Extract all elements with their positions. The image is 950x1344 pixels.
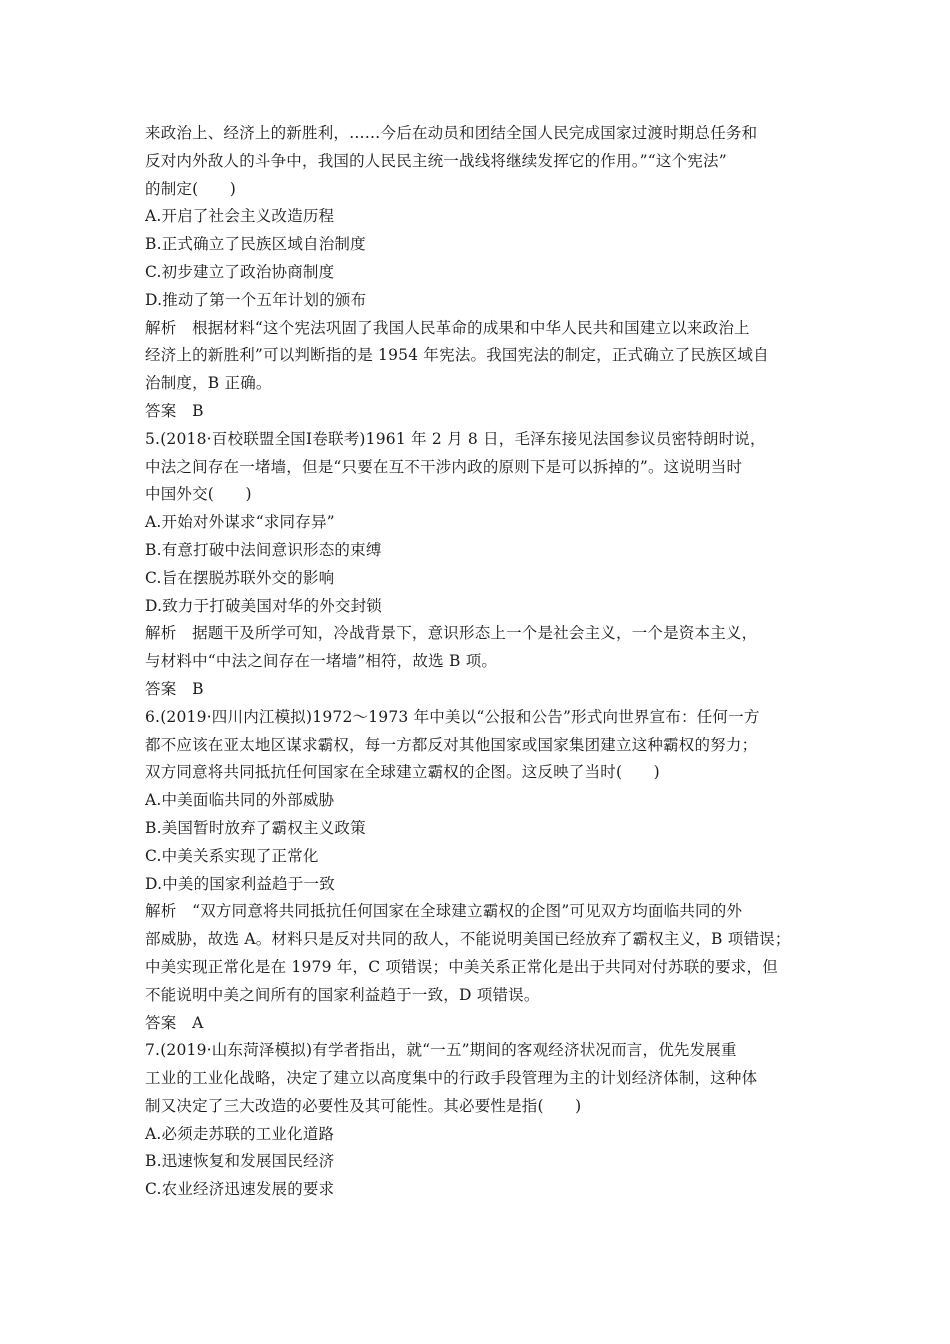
question-7 [145,1037,815,1204]
option-a: A.开始对外谋求“求同存异” [145,513,335,532]
analysis-line: 解析 据题干及所学可知，冷战背景下，意识形态上一个是社会主义，一个是资本主义， [145,624,758,643]
option-c: C.中美关系实现了正常化 [145,846,319,865]
option-b: B.正式确立了民族区域自治制度 [145,235,366,254]
question-stem-line: 的制定( ) [145,179,236,198]
option-d: D.中美的国家利益趋于一致 [145,874,335,893]
question-stem-line: 工业的工业化战略，决定了建立以高度集中的行政手段管理为主的计划经济体制，这种体 [145,1069,758,1088]
option-c: C.初步建立了政治协商制度 [145,262,335,281]
question-stem-line: 双方同意将共同抵抗任何国家在全球建立霸权的企图。这反映了当时( ) [145,763,660,782]
answer: 答案 B [145,679,204,698]
question-stem-line: 制又决定了三大改造的必要性及其可能性。其必要性是指( ) [145,1096,582,1115]
option-c: C.农业经济迅速发展的要求 [145,1180,335,1199]
answer: 答案 B [145,401,204,420]
question-stem-line: 中法之间存在一堵墙，但是“只要在互不干涉内政的原则下是可以拆掉的”。这说明当时 [145,457,743,476]
option-b: B.迅速恢复和发展国民经济 [145,1152,335,1171]
analysis-line: 经济上的新胜利”可以判断指的是 1954 年宪法。我国宪法的制定，正式确立了民族区域自 [145,346,769,365]
question-stem-line: 反对内外敌人的斗争中，我国的人民民主统一战线将继续发挥它的作用。”“这个宪法” [145,151,727,170]
question-6 [145,704,815,1038]
document-body [145,120,815,1204]
option-b: B.美国暂时放弃了霸权主义政策 [145,818,366,837]
option-a: A.中美面临共同的外部威胁 [145,791,335,810]
analysis-line: 不能说明中美之间所有的国家利益趋于一致，D 项错误。 [145,985,540,1004]
question-4 [145,120,815,426]
question-stem-line: 中国外交( ) [145,485,252,504]
option-a: A.开启了社会主义改造历程 [145,207,335,226]
analysis-line: 中美实现正常化是在 1979 年，C 项错误；中美关系正常化是出于共同对付苏联的要求，但 [145,957,778,976]
analysis-line: 部威胁，故选 A。材料只是反对共同的敌人，不能说明美国已经放弃了霸权主义，B 项错误； [145,930,791,949]
question-stem-line: 6.(2019·四川内江模拟)1972～1973 年中美以“公报和公告”形式向世界宣布：任何一方 [145,707,760,726]
analysis-line: 与材料中“中法之间存在一堵墙”相符，故选 B 项。 [145,652,498,671]
answer: 答案 A [145,1013,204,1032]
analysis-line: 解析 “双方同意将共同抵抗任何国家在全球建立霸权的企图”可见双方均面临共同的外 [145,902,743,921]
option-d: D.推动了第一个五年计划的颁布 [145,290,367,309]
option-b: B.有意打破中法间意识形态的束缚 [145,540,382,559]
question-5 [145,426,815,704]
option-a: A.必须走苏联的工业化道路 [145,1124,335,1143]
question-stem-line: 来政治上、经济上的新胜利，……今后在动员和团结全国人民完成国家过渡时期总任务和 [145,124,758,142]
question-stem-line: 7.(2019·山东菏泽模拟)有学者指出，就“一五”期间的客观经济状况而言，优先发展重 [145,1041,737,1060]
question-stem-line: 5.(2018·百校联盟全国Ⅰ卷联考)1961 年 2 月 8 日，毛泽东接见法国参议员密特朗时说， [145,429,766,448]
question-stem-line: 都不应该在亚太地区谋求霸权，每一方都反对其他国家或国家集团建立这种霸权的努力； [145,735,758,754]
analysis-line: 解析 根据材料“这个宪法巩固了我国人民革命的成果和中华人民共和国建立以来政治上 [145,318,750,337]
option-c: C.旨在摆脱苏联外交的影响 [145,568,335,587]
analysis-line: 治制度，B 正确。 [145,374,272,393]
option-d: D.致力于打破美国对华的外交封锁 [145,596,383,615]
